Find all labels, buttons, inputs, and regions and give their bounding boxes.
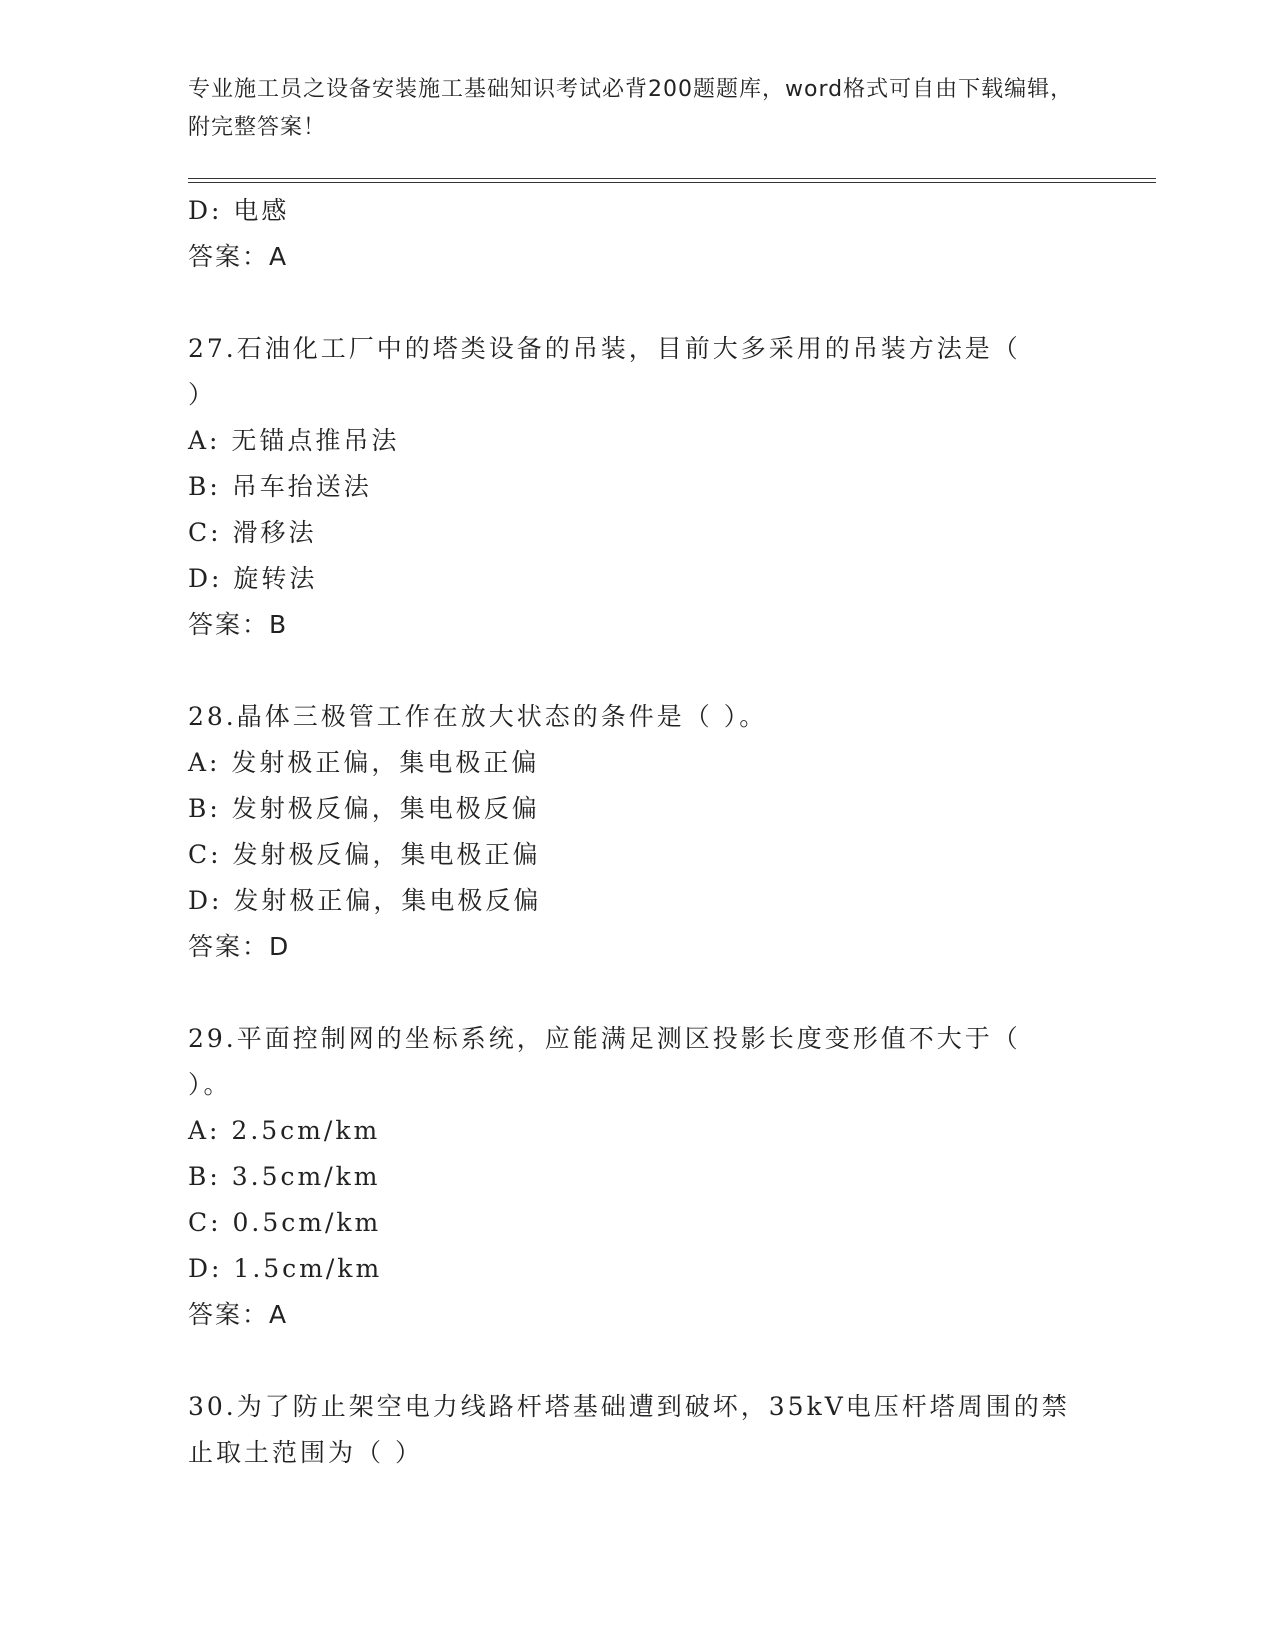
question-text: 29.平面控制网的坐标系统，应能满足测区投影长度变形值不大于（ [188, 1024, 1021, 1053]
spacer [188, 1338, 1088, 1384]
question-text: 30.为了防止架空电力线路杆塔基础遭到破坏，35kV电压杆塔周围的禁 [188, 1392, 1070, 1421]
question-text: 28.晶体三极管工作在放大状态的条件是（ ）。 [188, 702, 768, 731]
spacer [188, 280, 1088, 326]
question-text-cont: ） [188, 380, 217, 409]
option-a: A: 无锚点推吊法 [188, 426, 400, 455]
answer-line: 答案：A [188, 1300, 289, 1329]
spacer [188, 970, 1088, 1016]
option-c: C: 滑移法 [188, 518, 317, 547]
question-text-cont: 止取土范围为（ ） [188, 1438, 423, 1467]
option-c: C: 0.5cm/km [188, 1208, 382, 1237]
answer-line: 答案：A [188, 242, 289, 271]
document-header [188, 71, 1088, 147]
option-b: B: 吊车抬送法 [188, 472, 372, 501]
option-b: B: 3.5cm/km [188, 1162, 381, 1191]
option-d: D: 1.5cm/km [188, 1254, 383, 1283]
option-b: B: 发射极反偏，集电极反偏 [188, 794, 540, 823]
header-rule-top [188, 178, 1156, 179]
spacer [188, 648, 1088, 694]
header-title: 专业施工员之设备安装施工基础知识考试必背200题题库，word格式可自由下载编辑，附完整答案！ [188, 77, 1074, 140]
option-d: D: 电感 [188, 196, 290, 225]
option-a: A: 发射极正偏，集电极正偏 [188, 748, 540, 777]
header-rule-bottom [188, 182, 1156, 183]
option-c: C: 发射极反偏，集电极正偏 [188, 840, 541, 869]
option-d: D: 旋转法 [188, 564, 318, 593]
question-text: 27.石油化工厂中的塔类设备的吊装，目前大多采用的吊装方法是（ [188, 334, 1021, 363]
option-a: A: 2.5cm/km [188, 1116, 381, 1145]
option-d: D: 发射极正偏，集电极反偏 [188, 886, 542, 915]
question-list [188, 188, 1088, 1476]
answer-line: 答案：D [188, 932, 291, 961]
question-text-cont: ）。 [188, 1070, 232, 1099]
answer-line: 答案：B [188, 610, 289, 639]
